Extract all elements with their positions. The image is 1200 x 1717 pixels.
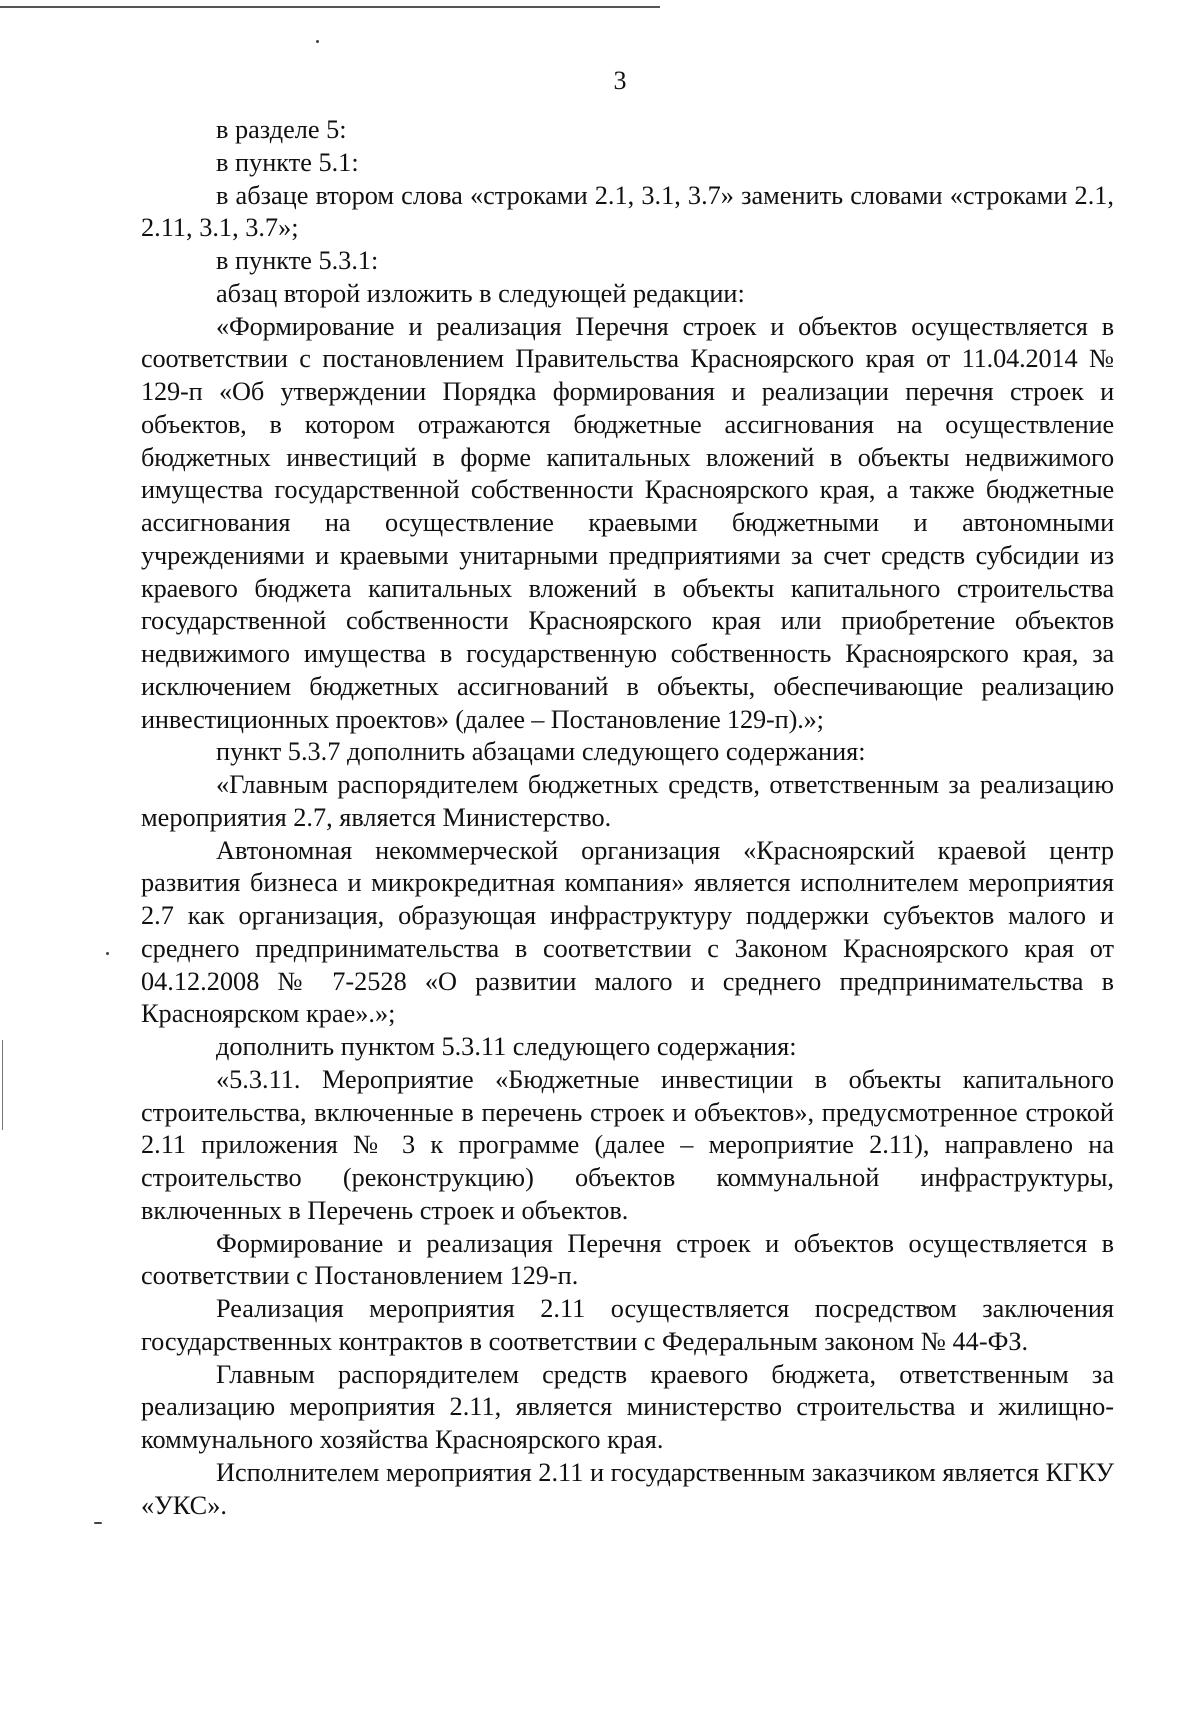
scan-speck [94, 1522, 102, 1524]
paragraph: пункт 5.3.7 дополнить абзацами следующего содержания: [216, 737, 866, 767]
scan-speck [316, 40, 319, 43]
paragraph: абзац второй изложить в следующей редакции: [216, 278, 745, 308]
paragraph: Реализация мероприятия 2.11 осуществляется посредством заключения государственных контрактов в соответствии с Федеральным законом № 44-ФЗ. [141, 1294, 1114, 1356]
paragraph: «Главным распорядителем бюджетных средств, ответственным за реализацию мероприятия 2.7, является Министерство. [141, 770, 1114, 832]
paragraph: Исполнителем мероприятия 2.11 и государственным заказчиком является КГКУ «УКС». [141, 1457, 1114, 1520]
scan-speck [106, 952, 109, 955]
paragraph: дополнить пунктом 5.3.11 следующего содержания: [216, 1032, 797, 1061]
paragraph: Главным распорядителем средств краевого бюджета, ответственным за реализацию мероприятия 2.11, является министерство строительства и жилищно-коммунального хозяйства Красноярского края. [141, 1359, 1114, 1454]
paragraph: Автономная некоммерческой организация «Красноярский краевой центр развития бизнеса и микрокредитная компания» является исполнителем мероприятия 2.7 как организация, образующая инфраструктуру поддержки субъектов малого и среднего предпринимательства в соответствии с Законом Красноярского края от 04.12.2008 № 7-2528 «О развитии малого и среднего предпринимательства в Красноярском крае».»; [141, 835, 1114, 1029]
page-number: 3 [613, 66, 627, 95]
paragraph: Формирование и реализация Перечня строек и объектов осуществляется в соответствии с Постановлением 129-п. [141, 1228, 1114, 1291]
scan-border-line [0, 6, 660, 8]
paragraph: в пункте 5.1: [216, 147, 359, 177]
paragraph: «5.3.11. Мероприятие «Бюджетные инвестиции в объекты капитального строительства, включенные в перечень строек и объектов», предусмотренное строкой 2.11 приложения № 3 к программе (далее – мероприятие 2.11), направлено на строительство (реконструкцию) объектов коммунальной инфраструктуры, включенных в Перечень строек и объектов. [141, 1064, 1114, 1225]
paragraph: в абзаце втором слова «строками 2.1, 3.1, 3.7» заменить словами «строками 2.1, 2.11, 3.1, 3.7»; [141, 180, 1114, 243]
paragraph: в пункте 5.3.1: [216, 246, 379, 275]
paragraph: в разделе 5: [216, 115, 347, 144]
scan-margin-mark [2, 1040, 3, 1130]
paragraph: «Формирование и реализация Перечня строек и объектов осуществляется в соответствии с постановлением Правительства Красноярского края от 11.04.2014 № 129-п «Об утверждении Порядка формирования и реализации перечня строек и объектов, в котором отражаются бюджетные ассигнования на осуществление бюджетных инвестиций в форме капитальных вложений в объекты недвижимого имущества государственной собственности Красноярского края, а также бюджетные ассигнования на осуществление краевыми бюджетными и автономными учреждениями и краевыми унитарными предприятиями за счет средств субсидии из краевого бюджета капитальных вложений в объекты капитального строительства государственной собственности Красноярского края или приобретение объектов недвижимого имущества в государственную собственность Красноярского края, за исключением бюджетных ассигнований в объекты, обеспечивающие реализацию инвестиционных проектов» (далее – Постановление 129-п).»; [141, 311, 1114, 734]
document-body [141, 114, 1114, 1522]
